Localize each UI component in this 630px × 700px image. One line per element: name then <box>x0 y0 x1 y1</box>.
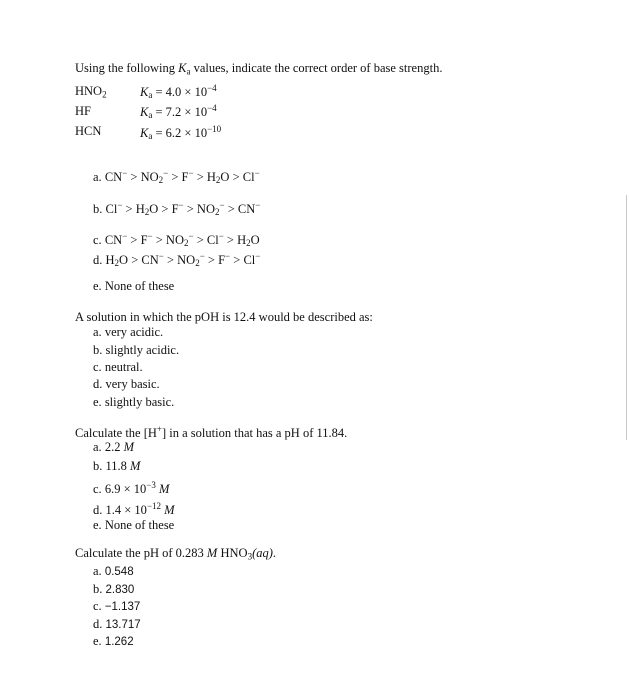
q1-option-b[interactable]: b. $Cl^- > H_2O > F^- > NO_2^- > CN^-$ <box>93 200 261 218</box>
question-1-prompt: Using the following $K_a$ values, indicate the correct order of base strength. <box>75 61 443 77</box>
q4-option-b[interactable]: b. 2.830 <box>93 582 135 596</box>
q3-option-d[interactable]: d. $1.4 \times 10^{-12}$ M <box>93 501 175 517</box>
q2-option-e[interactable]: e. slightly basic. <box>93 395 175 409</box>
q3-option-a[interactable]: a. 2.2 M <box>93 440 134 454</box>
q2-option-b[interactable]: b. slightly acidic. <box>93 343 180 357</box>
question-4-prompt: Calculate the pH of 0.283 M $HNO_3(aq)$. <box>75 546 277 562</box>
q2-option-d[interactable]: d. very basic. <box>93 377 160 391</box>
acid-hcn-name: HCN <box>75 124 102 138</box>
q4-option-c[interactable]: c. −1.137 <box>93 599 141 613</box>
q3-option-e[interactable]: e. None of these <box>93 518 175 532</box>
q1-option-c[interactable]: c. $CN^- > F^- > NO_2^- > Cl^- > H_2O$ <box>93 231 260 249</box>
q1-option-d[interactable]: d. $H_2O > CN^- > NO_2^- > F^- > Cl^-$ <box>93 251 261 269</box>
acid-hcn-ka: $K_a = 6.2 \times 10^{-10}$ <box>140 124 222 142</box>
acid-hf-ka: $K_a = 7.2 \times 10^{-4}$ <box>140 103 217 121</box>
question-2-prompt: A solution in which the pOH is 12.4 would be described as: <box>75 310 373 324</box>
acid-hno2-ka: $K_a = 4.0 \times 10^{-4}$ <box>140 83 217 101</box>
q4-option-d[interactable]: d. 13.717 <box>93 617 141 631</box>
q1-option-e[interactable]: e. None of these <box>93 279 175 293</box>
q3-option-c[interactable]: c. $6.9 \times 10^{-3}$ M <box>93 480 170 496</box>
q3-option-b[interactable]: b. 11.8 M <box>93 459 141 473</box>
scrollbar-edge[interactable] <box>626 195 627 440</box>
acid-hf-name: HF <box>75 104 91 118</box>
q2-option-c[interactable]: c. neutral. <box>93 360 143 374</box>
q4-option-a[interactable]: a. 0.548 <box>93 564 134 578</box>
q1-option-a[interactable]: a. $CN^- > NO_2^- > F^- > H_2O > Cl^-$ <box>93 168 260 186</box>
q4-option-e[interactable]: e. 1.262 <box>93 634 134 648</box>
q2-option-a[interactable]: a. very acidic. <box>93 325 164 339</box>
question-3-prompt: Calculate the [H+] in a solution that has a pH of 11.84. <box>75 424 348 440</box>
acid-hno2-name: $HNO_2$ <box>75 84 107 100</box>
